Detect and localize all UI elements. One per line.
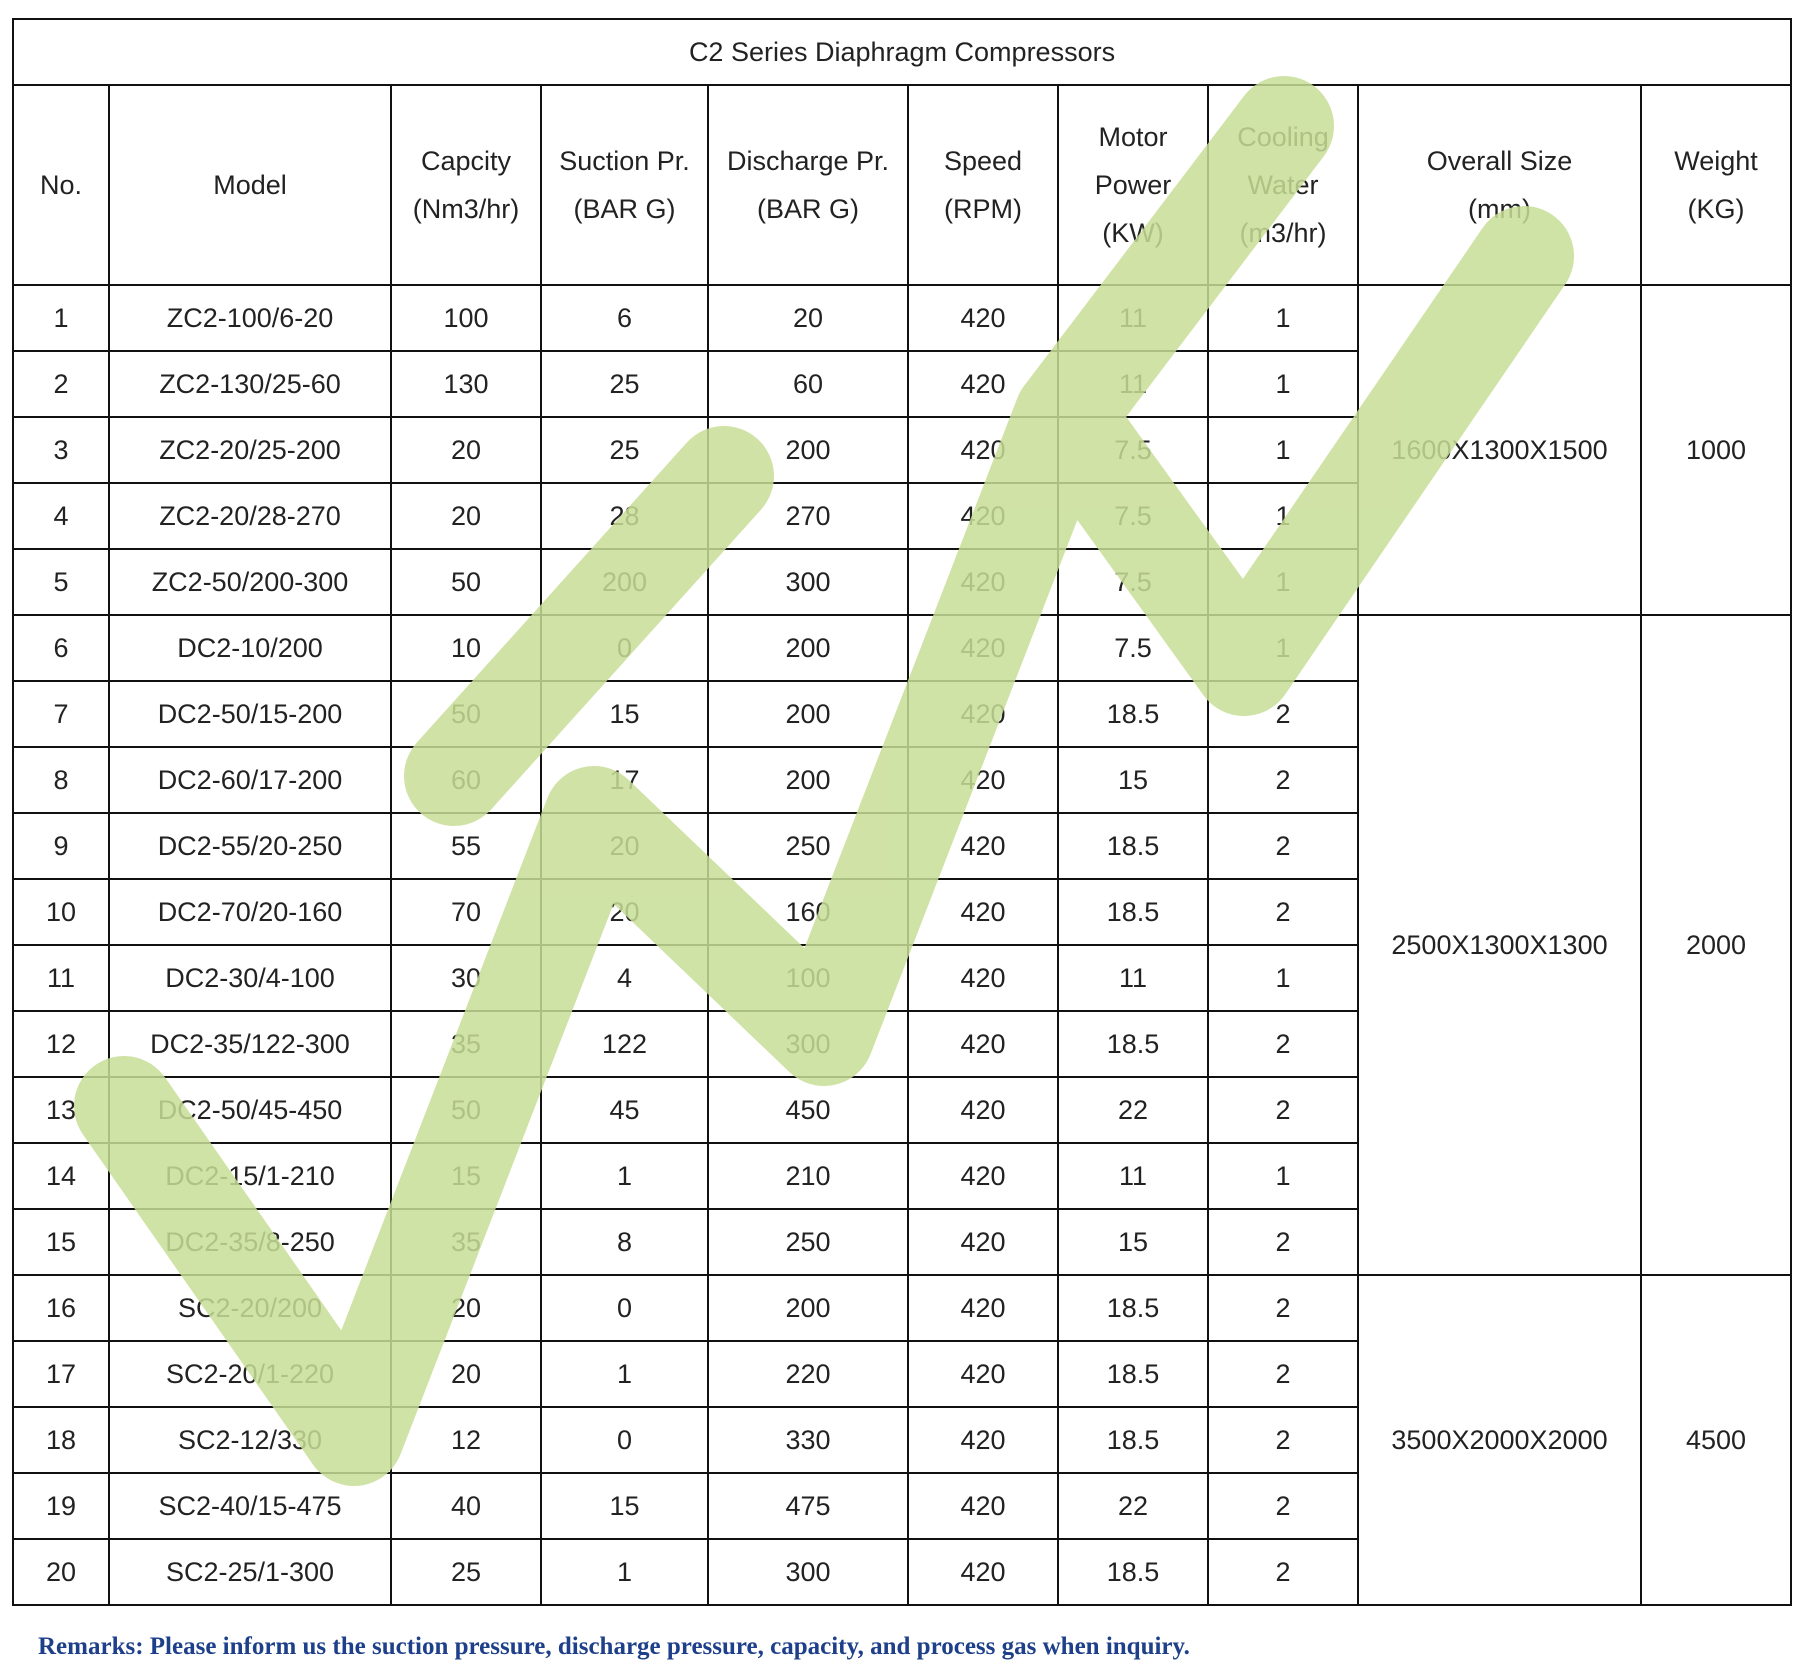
cell-discharge: 60 — [708, 351, 908, 417]
cell-speed: 420 — [908, 1539, 1058, 1605]
cell-model: ZC2-20/25-200 — [109, 417, 391, 483]
cell-discharge: 270 — [708, 483, 908, 549]
cell-cooling: 1 — [1208, 615, 1358, 681]
cell-discharge: 200 — [708, 681, 908, 747]
column-header-discharge — [708, 85, 908, 285]
cell-motor: 15 — [1058, 747, 1208, 813]
cell-motor: 7.5 — [1058, 615, 1208, 681]
cell-no: 1 — [13, 285, 109, 351]
cell-suction: 8 — [541, 1209, 708, 1275]
cell-motor: 18.5 — [1058, 1275, 1208, 1341]
cell-cooling: 2 — [1208, 1539, 1358, 1605]
cell-speed: 420 — [908, 747, 1058, 813]
cell-motor: 18.5 — [1058, 1341, 1208, 1407]
cell-motor: 18.5 — [1058, 681, 1208, 747]
column-header-line: Cooling — [1237, 122, 1329, 152]
cell-speed: 420 — [908, 879, 1058, 945]
column-header-line: Power — [1094, 170, 1172, 200]
cell-model: ZC2-100/6-20 — [109, 285, 391, 351]
cell-suction: 1 — [541, 1341, 708, 1407]
cell-model: DC2-15/1-210 — [109, 1143, 391, 1209]
cell-no: 15 — [13, 1209, 109, 1275]
cell-overall-size: 2500X1300X1300 — [1358, 615, 1641, 1275]
cell-motor: 11 — [1058, 351, 1208, 417]
cell-suction: 1 — [541, 1143, 708, 1209]
column-header-line: Suction Pr. — [559, 146, 690, 176]
cell-model: DC2-35/8-250 — [109, 1209, 391, 1275]
cell-discharge: 100 — [708, 945, 908, 1011]
cell-cooling: 2 — [1208, 1011, 1358, 1077]
cell-suction: 0 — [541, 1275, 708, 1341]
cell-suction: 4 — [541, 945, 708, 1011]
cell-suction: 15 — [541, 681, 708, 747]
column-header-line: (KG) — [1687, 194, 1745, 224]
column-header-line: (BAR G) — [573, 194, 676, 224]
cell-speed: 420 — [908, 1077, 1058, 1143]
table-row — [13, 1275, 1791, 1341]
column-header-line: Motor — [1098, 122, 1168, 152]
cell-no: 3 — [13, 417, 109, 483]
cell-model: DC2-60/17-200 — [109, 747, 391, 813]
cell-suction: 28 — [541, 483, 708, 549]
cell-capacity: 20 — [391, 1275, 541, 1341]
cell-cooling: 1 — [1208, 1143, 1358, 1209]
cell-model: SC2-25/1-300 — [109, 1539, 391, 1605]
cell-motor: 7.5 — [1058, 549, 1208, 615]
cell-capacity: 20 — [391, 417, 541, 483]
cell-capacity: 50 — [391, 1077, 541, 1143]
cell-model: ZC2-50/200-300 — [109, 549, 391, 615]
cell-cooling: 1 — [1208, 549, 1358, 615]
column-header-line: (m3/hr) — [1239, 218, 1327, 248]
cell-speed: 420 — [908, 1407, 1058, 1473]
cell-cooling: 1 — [1208, 285, 1358, 351]
cell-capacity: 130 — [391, 351, 541, 417]
cell-no: 20 — [13, 1539, 109, 1605]
cell-cooling: 2 — [1208, 1275, 1358, 1341]
cell-model: SC2-20/1-220 — [109, 1341, 391, 1407]
cell-capacity: 12 — [391, 1407, 541, 1473]
cell-capacity: 50 — [391, 681, 541, 747]
column-header-line: Speed — [943, 146, 1023, 176]
cell-model: SC2-20/200 — [109, 1275, 391, 1341]
cell-discharge: 250 — [708, 1209, 908, 1275]
column-header-speed — [908, 85, 1058, 285]
cell-speed: 420 — [908, 1209, 1058, 1275]
cell-discharge: 210 — [708, 1143, 908, 1209]
column-header-size — [1358, 85, 1641, 285]
cell-no: 6 — [13, 615, 109, 681]
cell-discharge: 200 — [708, 747, 908, 813]
cell-discharge: 300 — [708, 1539, 908, 1605]
cell-model: DC2-30/4-100 — [109, 945, 391, 1011]
cell-discharge: 475 — [708, 1473, 908, 1539]
cell-cooling: 2 — [1208, 747, 1358, 813]
cell-cooling: 2 — [1208, 879, 1358, 945]
cell-capacity: 35 — [391, 1011, 541, 1077]
cell-no: 19 — [13, 1473, 109, 1539]
cell-model: ZC2-130/25-60 — [109, 351, 391, 417]
cell-suction: 200 — [541, 549, 708, 615]
column-header-motor — [1058, 85, 1208, 285]
column-header-line: Model — [213, 170, 287, 200]
cell-capacity: 100 — [391, 285, 541, 351]
cell-no: 5 — [13, 549, 109, 615]
cell-motor: 7.5 — [1058, 417, 1208, 483]
cell-model: DC2-70/20-160 — [109, 879, 391, 945]
cell-motor: 22 — [1058, 1077, 1208, 1143]
cell-motor: 22 — [1058, 1473, 1208, 1539]
cell-motor: 7.5 — [1058, 483, 1208, 549]
cell-model: DC2-35/122-300 — [109, 1011, 391, 1077]
cell-cooling: 2 — [1208, 1473, 1358, 1539]
cell-capacity: 40 — [391, 1473, 541, 1539]
cell-no: 16 — [13, 1275, 109, 1341]
cell-discharge: 200 — [708, 615, 908, 681]
cell-suction: 6 — [541, 285, 708, 351]
column-header-line: Capcity — [420, 146, 512, 176]
cell-weight: 2000 — [1641, 615, 1791, 1275]
column-header-no — [13, 85, 109, 285]
cell-capacity: 70 — [391, 879, 541, 945]
cell-suction: 1 — [541, 1539, 708, 1605]
column-header-line: (mm) — [1468, 194, 1531, 224]
cell-suction: 25 — [541, 351, 708, 417]
column-header-line: No. — [39, 170, 83, 200]
table-title: C2 Series Diaphragm Compressors — [13, 19, 1791, 85]
cell-cooling: 2 — [1208, 1209, 1358, 1275]
cell-capacity: 55 — [391, 813, 541, 879]
cell-discharge: 300 — [708, 549, 908, 615]
cell-motor: 11 — [1058, 285, 1208, 351]
cell-speed: 420 — [908, 1143, 1058, 1209]
cell-cooling: 1 — [1208, 945, 1358, 1011]
cell-suction: 20 — [541, 879, 708, 945]
cell-capacity: 15 — [391, 1143, 541, 1209]
cell-suction: 0 — [541, 615, 708, 681]
cell-cooling: 1 — [1208, 483, 1358, 549]
cell-discharge: 200 — [708, 1275, 908, 1341]
column-header-line: Discharge Pr. — [726, 146, 890, 176]
cell-speed: 420 — [908, 549, 1058, 615]
cell-motor: 11 — [1058, 1143, 1208, 1209]
column-header-line: Weight — [1674, 146, 1758, 176]
table-row — [13, 615, 1791, 681]
cell-speed: 420 — [908, 945, 1058, 1011]
cell-discharge: 20 — [708, 285, 908, 351]
cell-model: DC2-50/15-200 — [109, 681, 391, 747]
cell-capacity: 50 — [391, 549, 541, 615]
remarks-note: Remarks: Please inform us the suction pressure, discharge pressure, capacity, and process gas when inquiry. — [38, 1633, 1190, 1660]
cell-weight: 4500 — [1641, 1275, 1791, 1605]
cell-motor: 18.5 — [1058, 1539, 1208, 1605]
cell-speed: 420 — [908, 615, 1058, 681]
column-header-suction — [541, 85, 708, 285]
column-header-line: (Nm3/hr) — [412, 194, 520, 224]
header-row — [13, 85, 1791, 285]
cell-capacity: 60 — [391, 747, 541, 813]
cell-speed: 420 — [908, 285, 1058, 351]
cell-discharge: 220 — [708, 1341, 908, 1407]
cell-suction: 45 — [541, 1077, 708, 1143]
cell-motor: 18.5 — [1058, 1011, 1208, 1077]
cell-no: 7 — [13, 681, 109, 747]
cell-no: 13 — [13, 1077, 109, 1143]
cell-discharge: 200 — [708, 417, 908, 483]
cell-cooling: 2 — [1208, 681, 1358, 747]
cell-cooling: 2 — [1208, 1341, 1358, 1407]
spec-sheet — [12, 18, 1790, 1660]
cell-suction: 20 — [541, 813, 708, 879]
column-header-line: Overall Size — [1426, 146, 1573, 176]
column-header-weight — [1641, 85, 1791, 285]
cell-speed: 420 — [908, 813, 1058, 879]
cell-overall-size: 3500X2000X2000 — [1358, 1275, 1641, 1605]
cell-capacity: 30 — [391, 945, 541, 1011]
cell-model: SC2-40/15-475 — [109, 1473, 391, 1539]
column-header-capacity — [391, 85, 541, 285]
cell-discharge: 300 — [708, 1011, 908, 1077]
cell-discharge: 450 — [708, 1077, 908, 1143]
cell-speed: 420 — [908, 351, 1058, 417]
cell-weight: 1000 — [1641, 285, 1791, 615]
cell-speed: 420 — [908, 681, 1058, 747]
column-header-cooling — [1208, 85, 1358, 285]
cell-suction: 15 — [541, 1473, 708, 1539]
cell-model: SC2-12/330 — [109, 1407, 391, 1473]
cell-no: 11 — [13, 945, 109, 1011]
column-header-line: (BAR G) — [756, 194, 859, 224]
column-header-line: (KW) — [1102, 218, 1164, 248]
cell-discharge: 330 — [708, 1407, 908, 1473]
cell-model: DC2-10/200 — [109, 615, 391, 681]
cell-motor: 18.5 — [1058, 879, 1208, 945]
cell-cooling: 1 — [1208, 417, 1358, 483]
cell-motor: 11 — [1058, 945, 1208, 1011]
table-body — [13, 285, 1791, 1605]
cell-no: 8 — [13, 747, 109, 813]
compressor-spec-table — [12, 18, 1792, 1606]
cell-cooling: 2 — [1208, 1077, 1358, 1143]
cell-suction: 122 — [541, 1011, 708, 1077]
cell-no: 12 — [13, 1011, 109, 1077]
table-row — [13, 285, 1791, 351]
cell-discharge: 160 — [708, 879, 908, 945]
cell-model: ZC2-20/28-270 — [109, 483, 391, 549]
cell-suction: 17 — [541, 747, 708, 813]
cell-no: 10 — [13, 879, 109, 945]
cell-no: 14 — [13, 1143, 109, 1209]
cell-no: 17 — [13, 1341, 109, 1407]
cell-speed: 420 — [908, 1473, 1058, 1539]
cell-speed: 420 — [908, 483, 1058, 549]
cell-speed: 420 — [908, 417, 1058, 483]
cell-capacity: 35 — [391, 1209, 541, 1275]
cell-overall-size: 1600X1300X1500 — [1358, 285, 1641, 615]
cell-suction: 25 — [541, 417, 708, 483]
cell-discharge: 250 — [708, 813, 908, 879]
cell-model: DC2-55/20-250 — [109, 813, 391, 879]
cell-motor: 15 — [1058, 1209, 1208, 1275]
cell-capacity: 10 — [391, 615, 541, 681]
cell-speed: 420 — [908, 1011, 1058, 1077]
cell-speed: 420 — [908, 1275, 1058, 1341]
cell-speed: 420 — [908, 1341, 1058, 1407]
cell-capacity: 25 — [391, 1539, 541, 1605]
cell-no: 4 — [13, 483, 109, 549]
cell-capacity: 20 — [391, 483, 541, 549]
cell-motor: 18.5 — [1058, 813, 1208, 879]
cell-no: 2 — [13, 351, 109, 417]
cell-no: 18 — [13, 1407, 109, 1473]
column-header-line: Water — [1247, 170, 1319, 200]
cell-cooling: 2 — [1208, 1407, 1358, 1473]
column-header-line: (RPM) — [944, 194, 1022, 224]
column-header-model — [109, 85, 391, 285]
cell-motor: 18.5 — [1058, 1407, 1208, 1473]
cell-cooling: 2 — [1208, 813, 1358, 879]
cell-capacity: 20 — [391, 1341, 541, 1407]
cell-no: 9 — [13, 813, 109, 879]
cell-model: DC2-50/45-450 — [109, 1077, 391, 1143]
cell-cooling: 1 — [1208, 351, 1358, 417]
cell-suction: 0 — [541, 1407, 708, 1473]
